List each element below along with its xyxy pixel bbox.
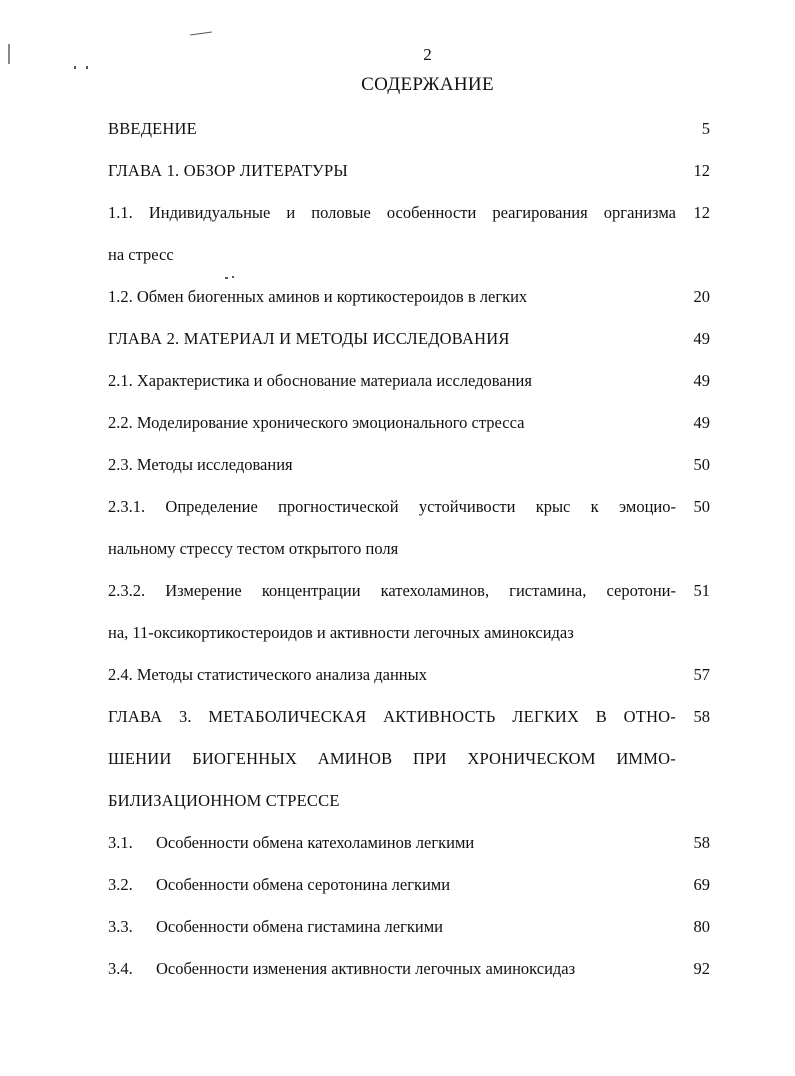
toc-page-number: 20 <box>693 287 710 306</box>
toc-entry-text: ВВЕДЕНИЕ <box>108 119 197 138</box>
toc-entry-number: 3.3. <box>108 917 133 936</box>
toc-entry-number: 3.1. <box>108 833 133 852</box>
toc-page-number: 57 <box>693 665 710 684</box>
scan-mark <box>190 31 212 35</box>
page-title: СОДЕРЖАНИЕ <box>361 74 494 95</box>
toc-entry-text: 2.3.2. Измерение концентрации катехоламинов, гистамина, серотони- <box>108 581 676 600</box>
toc-page-number: 49 <box>693 329 710 348</box>
toc-entry-text: на стресс <box>108 245 174 264</box>
toc-entry-text: 1.1. Индивидуальные и половые особенности реагирования организма <box>108 203 676 222</box>
toc-entry-text: 2.4. Методы статистического анализа данных <box>108 665 427 684</box>
toc-entry-text: нальному стрессу тестом открытого поля <box>108 539 399 558</box>
toc-entry-text: ГЛАВА 1. ОБЗОР ЛИТЕРАТУРЫ <box>108 161 348 180</box>
toc-entry-number: 3.2. <box>108 875 133 894</box>
toc-page-number: 50 <box>693 497 710 516</box>
toc-entry-text: Особенности обмена катехоламинов легкими <box>156 833 475 852</box>
toc-page-number: 50 <box>693 455 710 474</box>
toc-entry-text: 2.3. Методы исследования <box>108 455 293 474</box>
toc-entry-text: Особенности обмена серотонина легкими <box>156 875 451 894</box>
toc-entry-text: ГЛАВА 2. МАТЕРИАЛ И МЕТОДЫ ИССЛЕДОВАНИЯ <box>108 329 510 348</box>
toc-page-number: 80 <box>693 917 710 936</box>
scan-mark <box>74 66 76 69</box>
toc-entry-text: ГЛАВА 3. МЕТАБОЛИЧЕСКАЯ АКТИВНОСТЬ ЛЕГКИХ В ОТНО- <box>108 707 676 726</box>
toc-entry-text: ШЕНИИ БИОГЕННЫХ АМИНОВ ПРИ ХРОНИЧЕСКОМ ИММО- <box>108 749 676 768</box>
toc-entry-number: 3.4. <box>108 959 133 978</box>
toc-page-number: 49 <box>693 413 710 432</box>
toc-entry-text: Особенности изменения активности легочных аминоксидаз <box>156 959 576 978</box>
toc-entry-text: 2.2. Моделирование хронического эмоционального стресса <box>108 413 525 432</box>
toc-entry-text: Особенности обмена гистамина легкими <box>156 917 443 936</box>
toc-entry-text: на, 11-оксикортикостероидов и активности легочных аминоксидаз <box>108 623 574 642</box>
toc-entry-text: БИЛИЗАЦИОННОМ СТРЕССЕ <box>108 791 340 810</box>
toc-page-number: 69 <box>693 875 710 894</box>
toc-page-number: 58 <box>693 707 710 726</box>
toc-page-number: 12 <box>693 203 710 222</box>
scan-mark <box>86 66 88 69</box>
toc-entry-text: 2.3.1. Определение прогностической устойчивости крыс к эмоцио- <box>108 497 676 516</box>
toc-page-number: 12 <box>693 161 710 180</box>
page-number: 2 <box>423 45 432 64</box>
toc-page-number: 5 <box>701 119 710 138</box>
toc-page-number: 49 <box>693 371 710 390</box>
toc-page-number: 92 <box>693 959 710 978</box>
toc-entry-text: 1.2. Обмен биогенных аминов и кортикостероидов в легких <box>108 287 528 306</box>
toc-page-number: 51 <box>693 581 710 600</box>
toc-entry-text: 2.1. Характеристика и обоснование материала исследования <box>108 371 532 390</box>
toc-page-number: 58 <box>693 833 710 852</box>
